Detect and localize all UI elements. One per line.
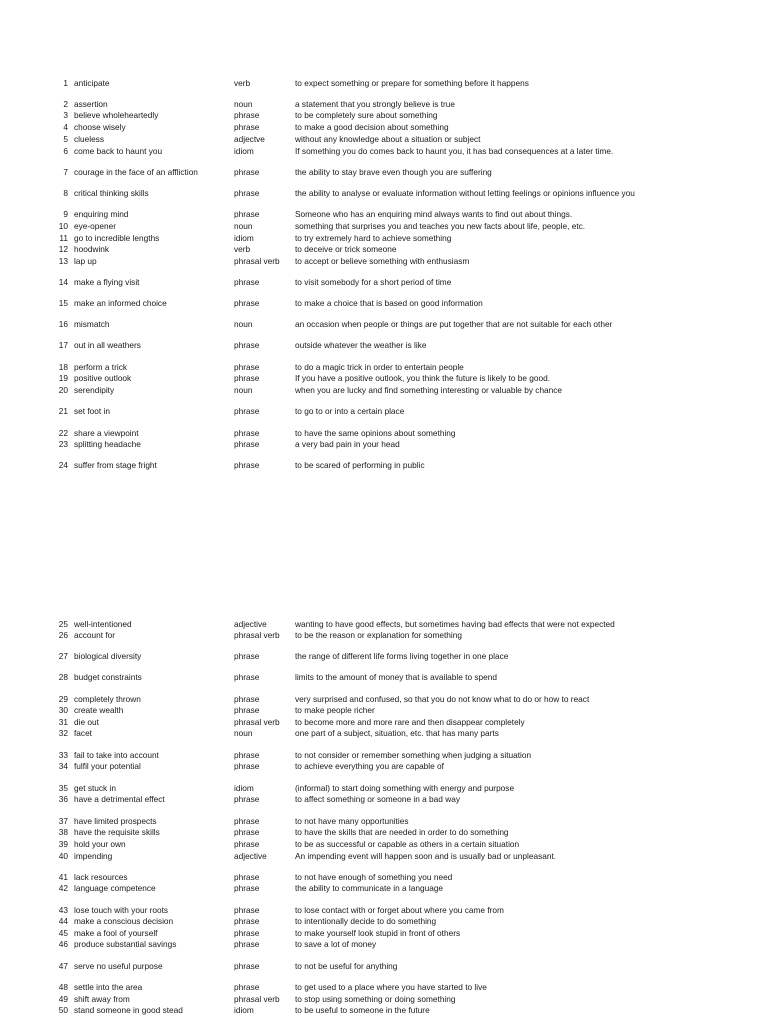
entry-number: 38 [58,827,68,837]
entry-part-of-speech: noun [234,385,253,395]
entry-number: 26 [58,630,68,640]
entry-part-of-speech: phrasal verb [234,717,280,727]
entry-part-of-speech: noun [234,728,253,738]
entry-number: 28 [58,672,68,682]
entry-number: 4 [63,122,68,132]
entry-term: produce substantial savings [74,939,177,949]
entry-number: 39 [58,839,68,849]
entry-part-of-speech: adjective [234,619,267,629]
entry-definition: to have the same opinions about something [295,428,456,438]
entry-part-of-speech: verb [234,244,251,254]
entry-definition: to have the skills that are needed in order to do something [295,827,509,837]
entry-number: 33 [58,750,68,760]
entry-term: believe wholeheartedly [74,110,159,120]
entry-definition: a statement that you strongly believe is true [295,99,456,109]
entry-definition: to be useful to someone in the future [295,1005,430,1015]
entry-part-of-speech: phrase [234,340,260,350]
entry-term: language competence [74,883,156,893]
entry-term: clueless [74,134,104,144]
entry-part-of-speech: phrase [234,460,260,470]
entry-term: biological diversity [74,651,142,661]
entry-part-of-speech: phrase [234,705,260,715]
entry-part-of-speech: phrase [234,794,260,804]
entry-part-of-speech: phrase [234,406,260,416]
entry-number: 6 [63,146,68,156]
entry-part-of-speech: idiom [234,1005,254,1015]
entry-term: die out [74,717,99,727]
entry-part-of-speech: phrase [234,916,260,926]
entry-term: fail to take into account [74,750,159,760]
entry-number: 22 [58,428,68,438]
entry-definition: to save a lot of money [295,939,377,949]
entry-term: serve no useful purpose [74,961,163,971]
entry-definition: the ability to stay brave even though you are suffering [295,167,492,177]
entry-term: splitting headache [74,439,141,449]
entry-number: 41 [58,872,68,882]
entry-term: fulfil your potential [74,761,141,771]
entry-part-of-speech: phrase [234,439,260,449]
entry-number: 23 [58,439,68,449]
entry-definition: to not have many opportunities [295,816,409,826]
entry-part-of-speech: phrase [234,209,260,219]
entry-definition: to become more and more rare and then disappear completely [295,717,525,727]
entry-term: stand someone in good stead [74,1005,183,1015]
entry-part-of-speech: phrase [234,939,260,949]
entry-number: 25 [58,619,68,629]
entry-definition: something that surprises you and teaches you new facts about life, people, etc. [295,221,586,231]
entry-definition: If something you do comes back to haunt you, it has bad consequences at a later time. [295,146,614,156]
entry-number: 43 [58,905,68,915]
entry-number: 36 [58,794,68,804]
entry-definition: outside whatever the weather is like [295,340,427,350]
entry-number: 44 [58,916,68,926]
entry-term: make a fool of yourself [74,928,158,938]
entry-definition: to be as successful or capable as others in a certain situation [295,839,520,849]
entry-definition: a very bad pain in your head [295,439,400,449]
entry-part-of-speech: idiom [234,146,254,156]
entry-part-of-speech: adjective [234,851,267,861]
entry-definition: to lose contact with or forget about where you came from [295,905,504,915]
entry-term: enquiring mind [74,209,129,219]
entry-part-of-speech: phrase [234,816,260,826]
entry-number: 49 [58,994,68,1004]
entry-definition: An impending event will happen soon and is usually bad or unpleasant. [295,851,557,861]
entry-part-of-speech: phrase [234,651,260,661]
entry-definition: to make people richer [295,705,375,715]
entry-part-of-speech: adjectve [234,134,265,144]
entry-part-of-speech: phrase [234,167,260,177]
entry-number: 19 [58,373,68,383]
entry-number: 42 [58,883,68,893]
entry-definition: to achieve everything you are capable of [295,761,444,771]
entry-number: 11 [59,233,68,243]
entry-definition: to not be useful for anything [295,961,398,971]
entry-part-of-speech: phrase [234,110,260,120]
entry-term: positive outlook [74,373,132,383]
entry-number: 17 [58,340,68,350]
entry-number: 10 [58,221,68,231]
entry-number: 35 [58,783,68,793]
entry-definition: limits to the amount of money that is available to spend [295,672,498,682]
entry-term: create wealth [74,705,124,715]
entry-term: out in all weathers [74,340,141,350]
entry-term: lap up [74,256,97,266]
entry-definition: to be the reason or explanation for something [295,630,462,640]
entry-part-of-speech: phrasal verb [234,256,280,266]
entry-definition: an occasion when people or things are put together that are not suitable for each other [295,319,613,329]
entry-part-of-speech: phrase [234,928,260,938]
entry-part-of-speech: phrasal verb [234,630,280,640]
entry-number: 2 [63,99,68,109]
entry-number: 30 [58,705,68,715]
entry-term: impending [74,851,113,861]
entry-definition: when you are lucky and find something interesting or valuable by chance [295,385,563,395]
entry-definition: the range of different life forms living together in one place [295,651,509,661]
entry-number: 37 [58,816,68,826]
entry-part-of-speech: phrase [234,839,260,849]
entry-definition: to get used to a place where you have started to live [295,982,487,992]
entry-term: perform a trick [74,362,128,372]
entry-term: make an informed choice [74,298,167,308]
entry-part-of-speech: idiom [234,233,254,243]
entry-part-of-speech: phrasal verb [234,994,280,1004]
entry-number: 32 [58,728,68,738]
entry-term: get stuck in [74,783,116,793]
entry-number: 45 [58,928,68,938]
entry-number: 15 [58,298,68,308]
entry-term: choose wisely [74,122,126,132]
entry-number: 34 [58,761,68,771]
entry-definition: wanting to have good effects, but sometimes having bad effects that were not expected [295,619,615,629]
entry-number: 8 [63,188,68,198]
entry-part-of-speech: phrase [234,982,260,992]
entry-definition: very surprised and confused, so that you do not know what to do or how to react [295,694,590,704]
entry-definition: Someone who has an enquiring mind always wants to find out about things. [295,209,573,219]
entry-definition: without any knowledge about a situation or subject [295,134,481,144]
entry-number: 9 [63,209,68,219]
entry-part-of-speech: phrase [234,428,260,438]
entry-part-of-speech: phrase [234,761,260,771]
entry-definition: to visit somebody for a short period of time [295,277,452,287]
entry-number: 16 [58,319,68,329]
entry-term: well-intentioned [74,619,132,629]
entry-definition: to stop using something or doing something [295,994,456,1004]
entry-term: make a flying visit [74,277,140,287]
entry-definition: to not consider or remember something when judging a situation [295,750,532,760]
entry-term: hold your own [74,839,126,849]
entry-number: 18 [58,362,68,372]
entry-term: share a viewpoint [74,428,139,438]
entry-number: 1 [63,78,68,88]
entry-part-of-speech: phrase [234,961,260,971]
entry-term: have a detrimental effect [74,794,165,804]
entry-number: 50 [58,1005,68,1015]
entry-term: account for [74,630,116,640]
entry-part-of-speech: noun [234,99,253,109]
entry-definition: to be scared of performing in public [295,460,425,470]
entry-part-of-speech: phrase [234,827,260,837]
entry-definition: the ability to analyse or evaluate information without letting feelings or opinions influence you [295,188,635,198]
entry-definition: to deceive or trick someone [295,244,397,254]
entry-number: 14 [58,277,68,287]
entry-number: 47 [58,961,68,971]
entry-number: 5 [63,134,68,144]
entry-number: 31 [58,717,68,727]
entry-definition: to not have enough of something you need [295,872,453,882]
entry-number: 21 [58,406,68,416]
entry-part-of-speech: phrase [234,905,260,915]
entry-definition: to do a magic trick in order to entertain people [295,362,464,372]
entry-number: 7 [63,167,68,177]
entry-term: budget constraints [74,672,142,682]
entry-part-of-speech: phrase [234,277,260,287]
entry-term: critical thinking skills [74,188,149,198]
entry-number: 24 [58,460,68,470]
entry-term: suffer from stage fright [74,460,157,470]
entry-definition: to make a good decision about something [295,122,449,132]
entry-definition: the ability to communicate in a language [295,883,444,893]
entry-term: have the requisite skills [74,827,160,837]
entry-term: come back to haunt you [74,146,163,156]
entry-term: lose touch with your roots [74,905,169,915]
entry-term: facet [74,728,92,738]
entry-definition: to intentionally decide to do something [295,916,437,926]
entry-part-of-speech: noun [234,319,253,329]
entry-number: 29 [58,694,68,704]
entry-term: go to incredible lengths [74,233,160,243]
entry-term: settle into the area [74,982,143,992]
entry-definition: one part of a subject, situation, etc. that has many parts [295,728,499,738]
entry-part-of-speech: phrase [234,298,260,308]
entry-part-of-speech: phrase [234,672,260,682]
entry-part-of-speech: phrase [234,188,260,198]
entry-term: set foot in [74,406,110,416]
entry-part-of-speech: verb [234,78,251,88]
entry-part-of-speech: phrase [234,373,260,383]
entry-definition: to go to or into a certain place [295,406,405,416]
entry-number: 27 [58,651,68,661]
entry-part-of-speech: phrase [234,122,260,132]
entry-term: lack resources [74,872,128,882]
entry-part-of-speech: noun [234,221,253,231]
entry-term: have limited prospects [74,816,157,826]
entry-part-of-speech: phrase [234,362,260,372]
entry-part-of-speech: idiom [234,783,254,793]
entry-definition: to try extremely hard to achieve something [295,233,452,243]
entry-number: 12 [58,244,68,254]
entry-definition: (informal) to start doing something with energy and purpose [295,783,515,793]
entry-term: serendipity [74,385,115,395]
entry-term: assertion [74,99,108,109]
entry-number: 20 [58,385,68,395]
entry-part-of-speech: phrase [234,694,260,704]
entry-term: courage in the face of an affliction [74,167,198,177]
entry-term: make a conscious decision [74,916,174,926]
entry-part-of-speech: phrase [234,883,260,893]
entry-term: mismatch [74,319,110,329]
entry-term: hoodwink [74,244,110,254]
entry-term: completely thrown [74,694,141,704]
entry-number: 40 [58,851,68,861]
entry-part-of-speech: phrase [234,872,260,882]
entry-part-of-speech: phrase [234,750,260,760]
entry-term: anticipate [74,78,110,88]
entry-definition: to expect something or prepare for something before it happens [295,78,529,88]
entry-definition: to make a choice that is based on good information [295,298,483,308]
entry-definition: If you have a positive outlook, you think the future is likely to be good. [295,373,551,383]
entry-number: 46 [58,939,68,949]
entry-definition: to affect something or someone in a bad way [295,794,460,804]
entry-number: 48 [58,982,68,992]
entry-term: shift away from [74,994,130,1004]
entry-definition: to make yourself look stupid in front of others [295,928,461,938]
entry-definition: to accept or believe something with enthusiasm [295,256,470,266]
entry-number: 3 [63,110,68,120]
entry-definition: to be completely sure about something [295,110,438,120]
entry-term: eye-opener [74,221,116,231]
entry-number: 13 [58,256,68,266]
